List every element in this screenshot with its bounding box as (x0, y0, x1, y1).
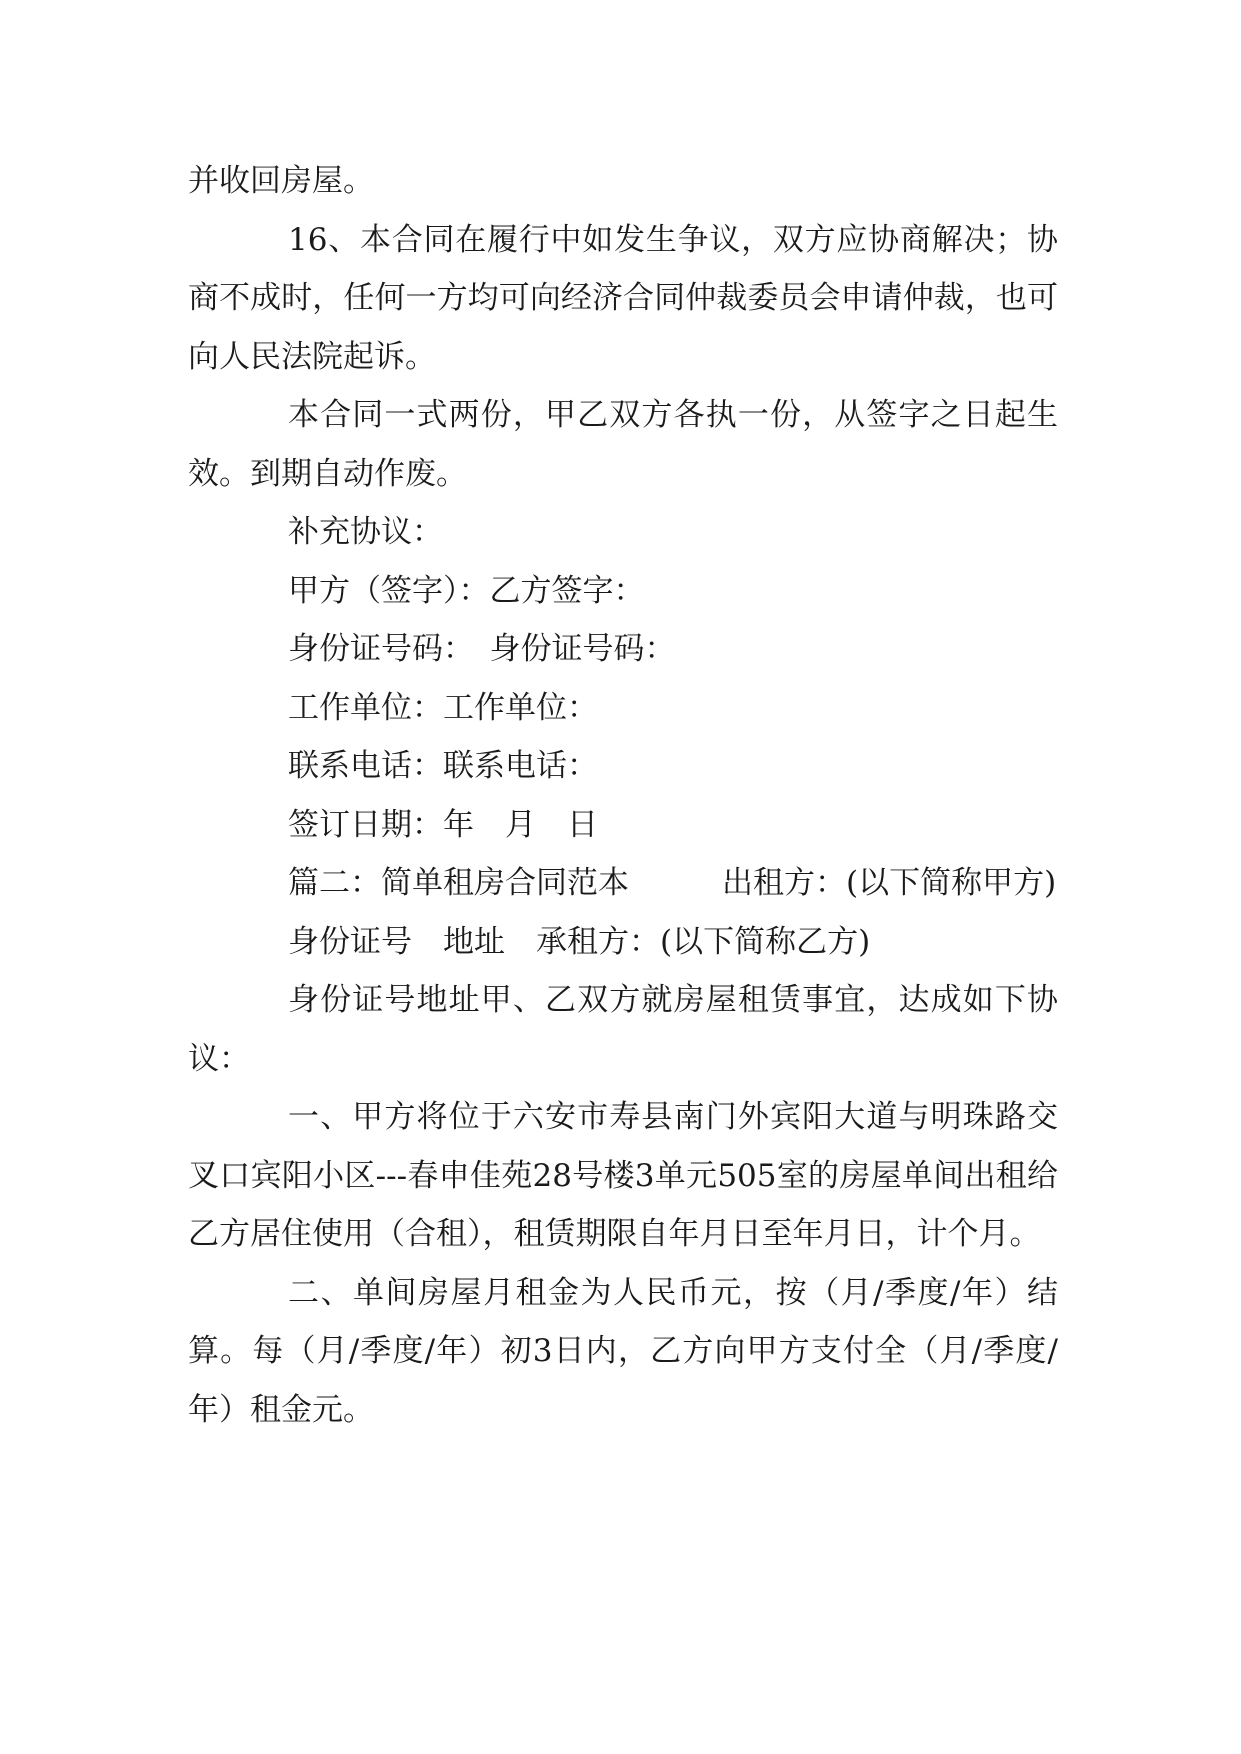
paragraph-agreement-intro: 身份证号地址甲、乙双方就房屋租赁事宜，达成如下协议： (188, 982, 1058, 1077)
paragraph-copies: 本合同一式两份，甲乙双方各执一份，从签字之日起生效。到期自动作废。 (188, 397, 1058, 492)
paragraph-signatures: 甲方（签字）：乙方签字： (288, 572, 645, 609)
paragraph-clause-16: 16、本合同在履行中如发生争议，双方应协商解决；协商不成时，任何一方均可向经济合同仲裁委员会申请仲裁，也可向人民法院起诉。 (188, 221, 1058, 375)
paragraph-phones: 联系电话：联系电话： (288, 748, 598, 784)
paragraph-article-two: 二、单间房屋月租金为人民币元，按（月/季度/年）结算。每（月/季度/年）初3日内，乙方向甲方支付全（月/季度/年）租金元。 (188, 1274, 1058, 1428)
paragraph-return-house: 并收回房屋。 (188, 163, 374, 199)
paragraph-work-units: 工作单位：工作单位： (288, 689, 598, 726)
document-body (188, 152, 1058, 1439)
paragraph-lessee: 身份证号 地址 承租方：(以下简称乙方) (288, 923, 871, 960)
paragraph-supplement: 补充协议： (288, 514, 443, 550)
paragraph-id-numbers: 身份证号码： 身份证号码： (288, 631, 676, 667)
paragraph-sign-date: 签订日期：年 月 日 (288, 806, 598, 843)
paragraph-part-two-heading: 篇二：简单租房合同范本 出租方：(以下简称甲方) (288, 865, 1057, 901)
paragraph-article-one: 一、甲方将位于六安市寿县南门外宾阳大道与明珠路交叉口宾阳小区---春申佳苑28号楼3单元505室的房屋单间出租给乙方居住使用（合租），租赁期限自年月日至年月日，计个月。 (188, 1099, 1058, 1252)
